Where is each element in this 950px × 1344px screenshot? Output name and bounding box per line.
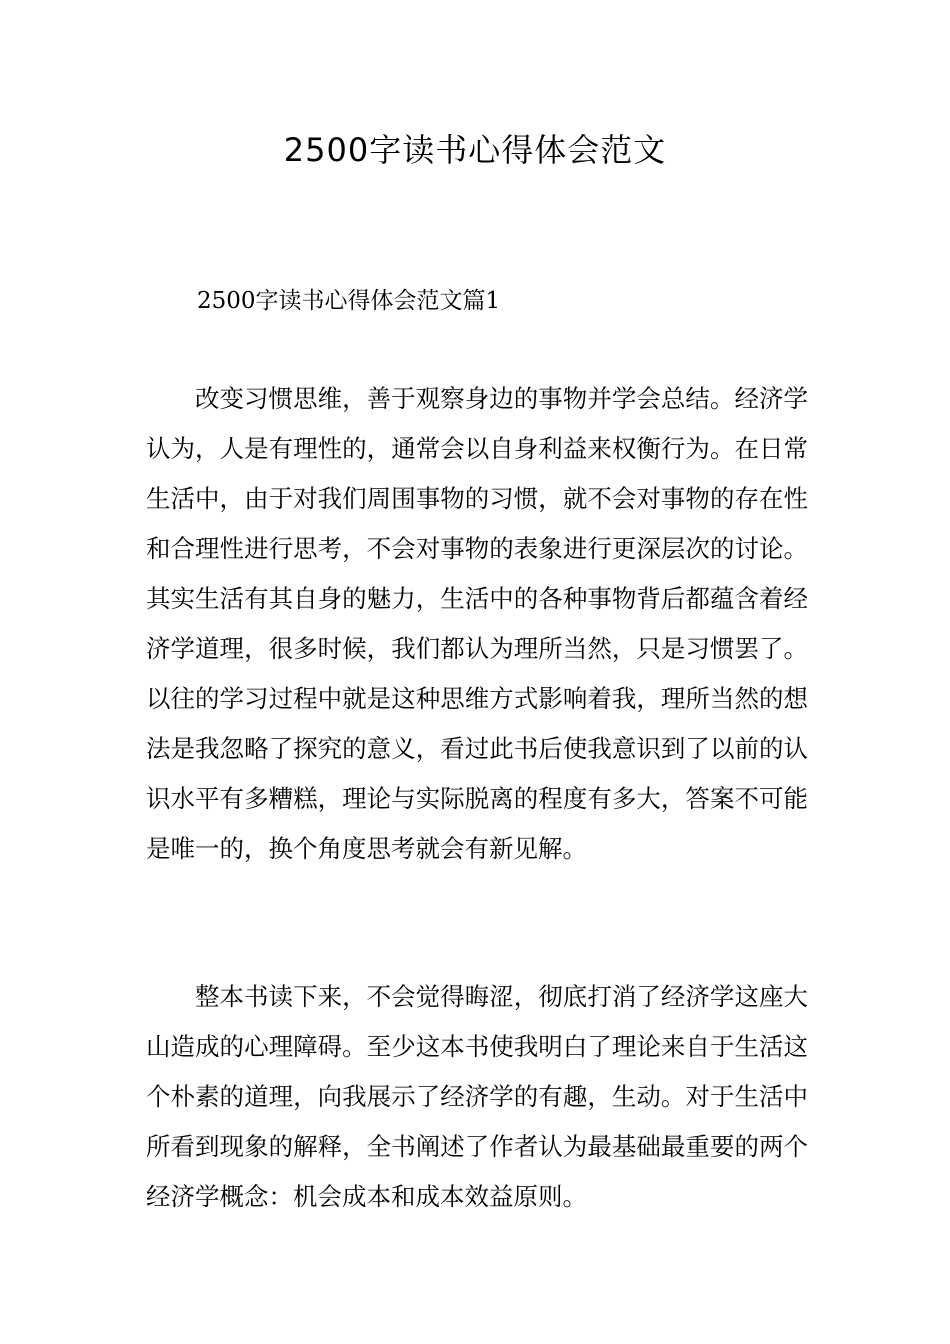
section-heading: 2500字读书心得体会范文篇1 [197, 288, 501, 314]
body-paragraph-2: 整本书读下来，不会觉得晦涩，彻底打消了经济学这座大山造成的心理障碍。至少这本书使我明白了理论来自于生活这个朴素的道理，向我展示了经济学的有趣，生动。对于生活中所看到现象的解释，全书阐述了作者认为最基础最重要的两个经济学概念：机会成本和成本效益原则。 [146, 982, 808, 1211]
document-title: 2500字读书心得体会范文 [283, 131, 667, 169]
body-paragraph-1: 改变习惯思维，善于观察身边的事物并学会总结。经济学认为，人是有理性的，通常会以自身利益来权衡行为。在日常生活中，由于对我们周围事物的习惯，就不会对事物的存在性和合理性进行思考，不会对事物的表象进行更深层次的讨论。其实生活有其自身的魅力，生活中的各种事物背后都蕴含着经济学道理，很多时候，我们都认为理所当然，只是习惯罢了。以往的学习过程中就是这种思维方式影响着我，理所当然的想法是我忽略了探究的意义，看过此书后使我意识到了以前的认识水平有多糟糕，理论与实际脱离的程度有多大，答案不可能是唯一的，换个角度思考就会有新见解。 [146, 384, 808, 863]
